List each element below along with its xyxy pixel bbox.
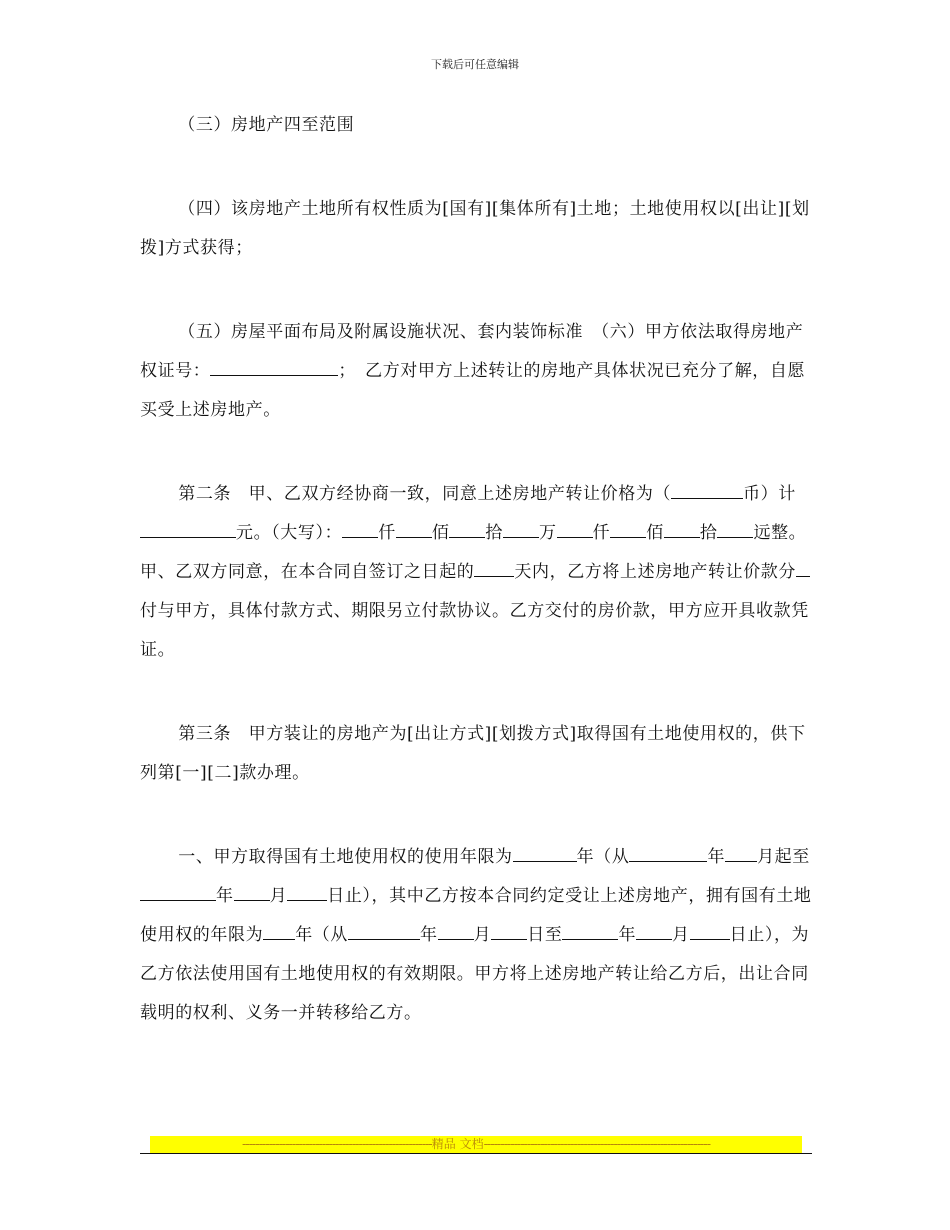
blank-field <box>210 358 338 376</box>
blank-field <box>342 520 378 538</box>
article-two: 第二条 甲、乙双方经协商一致，同意上述房地产转让价格为（ 币）计元。（大写）： 仟 佰 拾 万 仟 佰 拾 远整。 甲、乙双方同意，在本合同自签订之日起的 天内，乙方将上述房地产转让价款分付与甲方，具体付款方式、期限另立付款协议。乙方交付的房价款，甲方应开具收款凭证。 <box>140 475 812 670</box>
clause-one: 一、甲方取得国有土地使用权的使用年限为 年（从 年 月起至年 月 日止），其中乙方按本合同约定受让上述房地产，拥有国有土地使用权的年限为 年（从 年 月 日至 年 月 日止），为乙方依法使用国有土地使用权的有效期限。甲方将上述房地产转让给乙方后，出让合同载明的权利、义务一并转移给乙方。 <box>140 838 812 1033</box>
blank-field <box>671 481 743 499</box>
section-five: （五）房屋平面布局及附属设施状况、套内装饰标准 （六）甲方依法取得房地产权证号： ； 乙方对甲方上述转让的房地产具体状况已充分了解，自愿买受上述房地产。 <box>140 322 806 420</box>
blank-field <box>610 520 646 538</box>
blank-field <box>513 844 577 862</box>
blank-field <box>474 559 514 577</box>
blank-field <box>690 922 730 940</box>
footer-divider <box>140 1153 812 1154</box>
blank-field <box>140 883 216 901</box>
section-four: （四）该房地产土地所有权性质为[国有][集体所有]土地；土地使用权以[出让][划拨]方式获得； <box>140 199 810 258</box>
blank-field <box>796 559 810 577</box>
blank-field <box>491 922 527 940</box>
blank-field <box>717 520 753 538</box>
blank-field <box>396 520 432 538</box>
blank-field <box>348 922 420 940</box>
blank-field <box>629 844 707 862</box>
blank-field <box>557 520 593 538</box>
document-body <box>140 106 816 1033</box>
blank-field <box>725 844 757 862</box>
blank-field <box>503 520 539 538</box>
blank-field <box>140 520 236 538</box>
blank-field <box>263 922 295 940</box>
footer-dashes-right: -------------------------------------------------------------------- <box>483 1137 711 1151</box>
blank-field <box>664 520 700 538</box>
section-three: （三）房地产四至范围 <box>178 115 355 135</box>
page-header: 下载后可任意编辑 <box>431 58 519 71</box>
blank-field <box>287 883 327 901</box>
blank-field <box>562 922 618 940</box>
footer-label: 精品 文档 <box>431 1137 484 1151</box>
article-three: 第三条 甲方装让的房地产为[出让方式][划拨方式]取得国有土地使用权的，供下列第[一][二]款办理。 <box>140 724 806 783</box>
blank-field <box>449 520 485 538</box>
footer-banner <box>150 1136 802 1153</box>
footer-dashes-left: --------------------------------------------------------- <box>241 1137 432 1151</box>
blank-field <box>636 922 672 940</box>
blank-field <box>438 922 474 940</box>
blank-field <box>234 883 270 901</box>
